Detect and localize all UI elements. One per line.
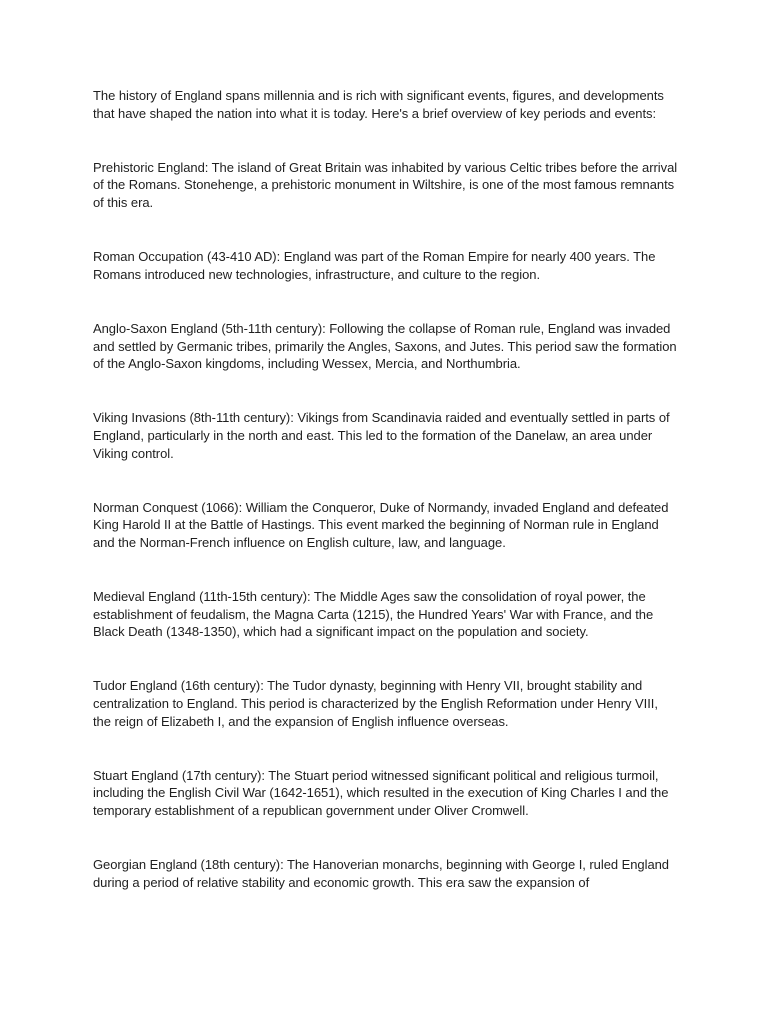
paragraph-roman-occupation: Roman Occupation (43-410 AD): England was part of the Roman Empire for nearly 400 years. The Romans introduced new technologies, infrastructure, and culture to the region.: [93, 249, 656, 282]
paragraph-prehistoric-england: Prehistoric England: The island of Great Britain was inhabited by various Celtic tribes before the arrival of the Romans. Stonehenge, a prehistoric monument in Wiltshire, is one of the most famous remnants of this era.: [93, 159, 678, 210]
paragraph-medieval-england: Medieval England (11th-15th century): The Middle Ages saw the consolidation of royal power, the establishment of feudalism, the Magna Carta (1215), the Hundred Years' War with France, and the Black Death (1348-1350), which had a significant impact on the population and society.: [93, 589, 654, 640]
intro-paragraph: The history of England spans millennia and is rich with significant events, figures, and developments that have shaped the nation into what it is today. Here's a brief overview of key periods and events:: [93, 88, 664, 121]
paragraph-georgian-england: Georgian England (18th century): The Hanoverian monarchs, beginning with George I, ruled England during a period of relative stability and economic growth. This era saw the expansion of: [93, 857, 669, 890]
paragraph-anglo-saxon-england: Anglo-Saxon England (5th-11th century): Following the collapse of Roman rule, England was invaded and settled by Germanic tribes, primarily the Angles, Saxons, and Jutes. This period saw the formation of the Anglo-Saxon kingdoms, including Wessex, Mercia, and Northumbria.: [93, 320, 677, 372]
paragraph-tudor-england: Tudor England (16th century): The Tudor dynasty, beginning with Henry VII, brought stability and centralization to England. This period is characterized by the English Reformation under Henry VIII, the reign of Elizabeth I, and the expansion of English influence overseas.: [93, 678, 658, 729]
document-body: [93, 87, 678, 891]
paragraph-norman-conquest: Norman Conquest (1066): William the Conqueror, Duke of Normandy, invaded England and defeated King Harold II at the Battle of Hastings. This event marked the beginning of Norman rule in England and the Norman-French influence on English culture, law, and language.: [93, 499, 669, 550]
paragraph-stuart-england: Stuart England (17th century): The Stuart period witnessed significant political and religious turmoil, including the English Civil War (1642-1651), which resulted in the execution of King Charles I and the temporary establishment of a republican government under Oliver Cromwell.: [93, 767, 669, 818]
paragraph-viking-invasions: Viking Invasions (8th-11th century): Vikings from Scandinavia raided and eventually settled in parts of England, particularly in the north and east. This led to the formation of the Danelaw, an area under Viking control.: [93, 410, 670, 461]
